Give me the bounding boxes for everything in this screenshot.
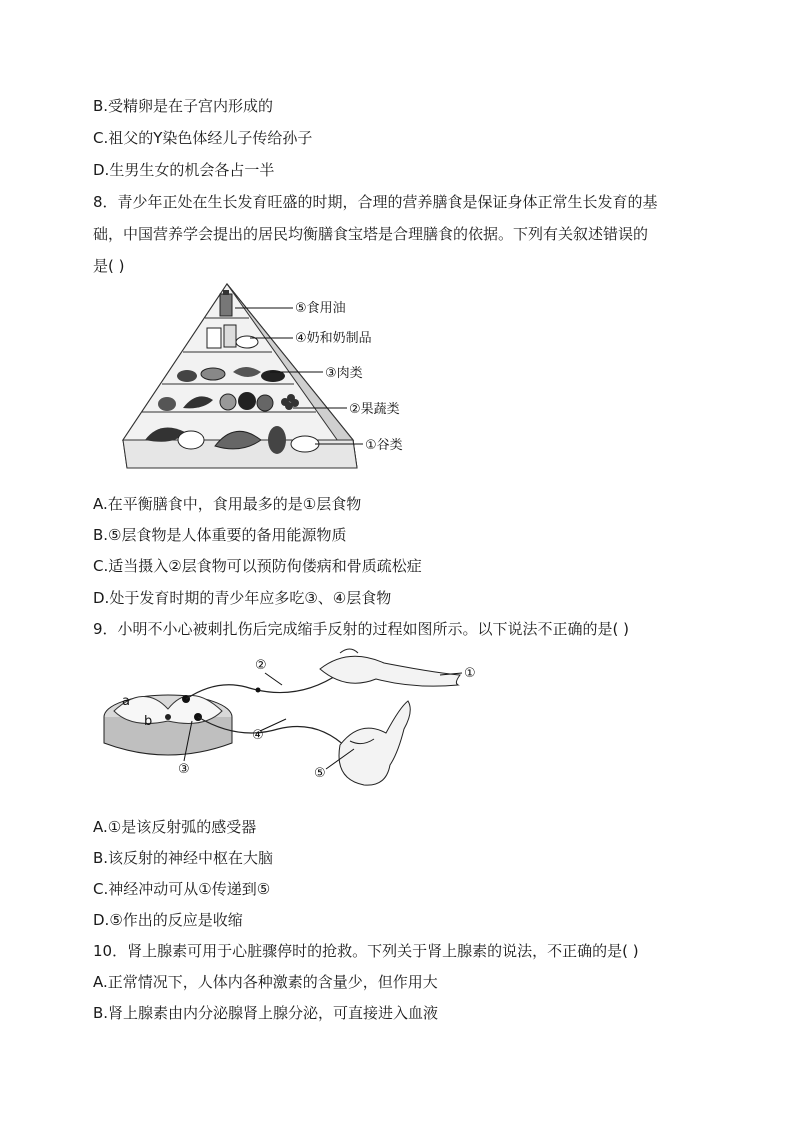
reflex-label-2: ② (255, 658, 267, 673)
reflex-label-4: ④ (252, 728, 264, 743)
q7-option-c: C.祖父的Y染色体经儿子传给孙子 (93, 129, 313, 147)
spinal-label-b: b (144, 714, 153, 729)
spinal-label-a: a (122, 694, 130, 709)
pyramid-label-2: ②果蔬类 (349, 402, 400, 417)
q8-option-d: D.处于发育时期的青少年应多吃③、④层食物 (93, 589, 392, 607)
reflex-label-5: ⑤ (314, 766, 326, 781)
q9-stem: 9．小明不小心被刺扎伤后完成缩手反射的过程如图所示。以下说法不正确的是( ) (93, 620, 630, 638)
q10-option-b: B.肾上腺素由内分泌腺肾上腺分泌，可直接进入血液 (93, 1004, 439, 1022)
reflex-arc-figure (100, 645, 495, 805)
reflex-label-1: ① (464, 666, 476, 681)
q9-option-b: B.该反射的神经中枢在大脑 (93, 849, 274, 867)
q10-option-a: A.正常情况下，人体内各种激素的含量少，但作用大 (93, 973, 438, 991)
q10-stem: 10．肾上腺素可用于心脏骤停时的抢救。下列关于肾上腺素的说法，不正确的是( ) (93, 942, 639, 960)
q8-option-b: B.⑤层食物是人体重要的备用能源物质 (93, 526, 347, 544)
q8-stem-line1: 8．青少年正处在生长发育旺盛的时期，合理的营养膳食是保证身体正常生长发育的基 (93, 193, 658, 211)
q8-option-c: C.适当摄入②层食物可以预防佝偻病和骨质疏松症 (93, 557, 422, 575)
pyramid-label-5: ⑤食用油 (295, 301, 346, 316)
q9-option-c: C.神经冲动可从①传递到⑤ (93, 880, 271, 898)
food-pyramid-figure (115, 280, 425, 470)
q8-option-a: A.在平衡膳食中，食用最多的是①层食物 (93, 495, 362, 513)
q9-option-d: D.⑤作出的反应是收缩 (93, 911, 243, 929)
q7-option-b: B.受精卵是在子宫内形成的 (93, 97, 274, 115)
pyramid-label-4: ④奶和奶制品 (295, 331, 372, 346)
reflex-label-3: ③ (178, 762, 190, 777)
q8-stem-line2: 础，中国营养学会提出的居民均衡膳食宝塔是合理膳食的依据。下列有关叙述错误的 (93, 225, 649, 243)
pyramid-label-1: ①谷类 (365, 438, 403, 453)
q8-stem-line3: 是( ) (93, 257, 125, 275)
pyramid-label-3: ③肉类 (325, 366, 363, 381)
q9-option-a: A.①是该反射弧的感受器 (93, 818, 257, 836)
q7-option-d: D.生男生女的机会各占一半 (93, 161, 275, 179)
